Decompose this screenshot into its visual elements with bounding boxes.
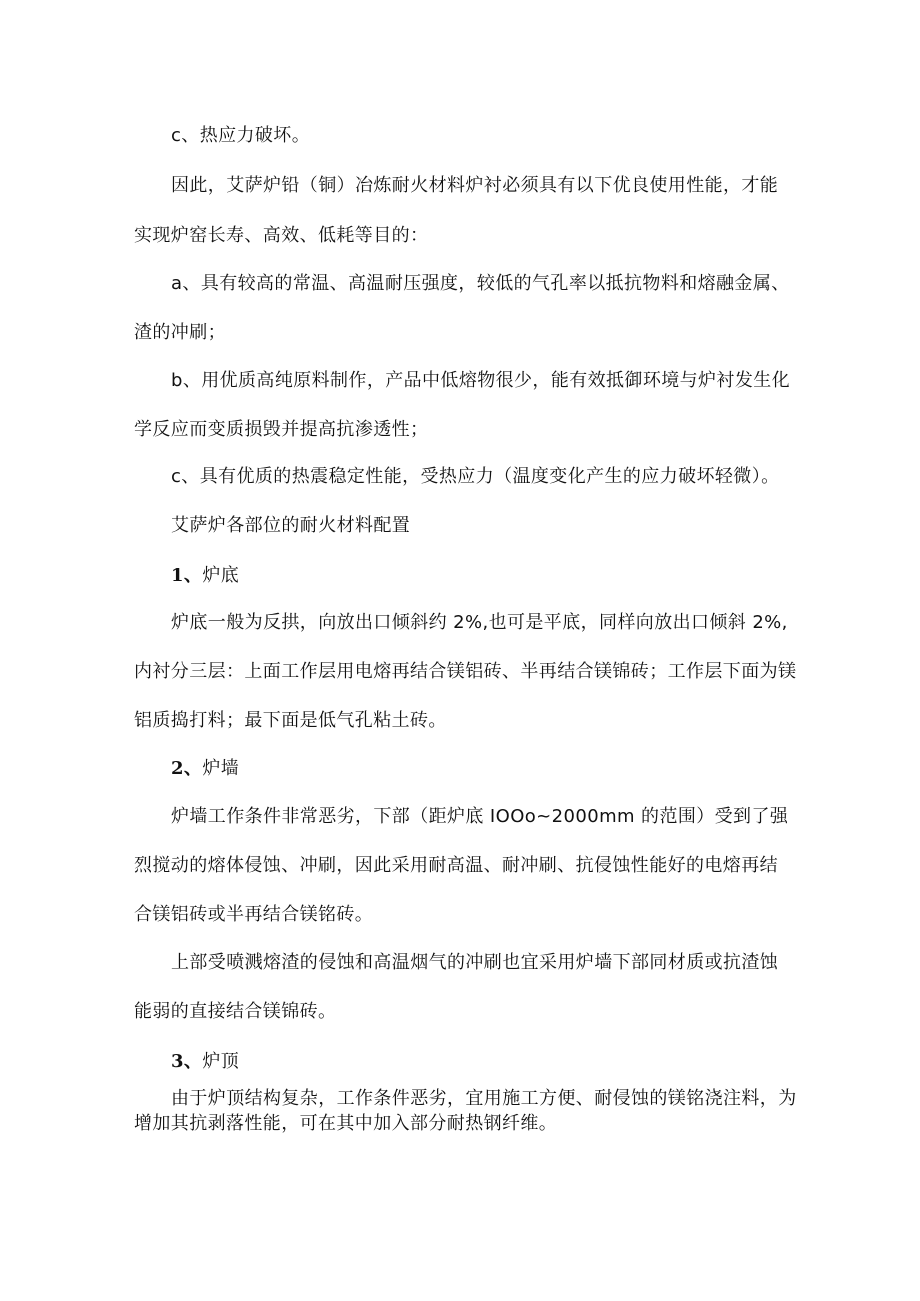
paragraph-line: c、具有优质的热震稳定性能，受热应力（温度变化产生的应力破坏轻微）。 [171,466,780,487]
paragraph-line: 烈搅动的熔体侵蚀、冲刷，因此采用耐高温、耐冲刷、抗侵蚀性能好的电熔再结 [134,855,778,876]
heading-text: 炉墙 [202,758,240,779]
heading-number: 3、 [171,1051,203,1072]
heading-floor [171,564,239,588]
paragraph-line: 炉墙工作条件非常恶劣，下部（距炉底 IOOo~2000mm 的范围）受到了强 [171,806,789,827]
paragraph-line: a、具有较高的常温、高温耐压强度，较低的气孔率以抵抗物料和熔融金属、 [171,273,790,294]
paragraph-line: 由于炉顶结构复杂，工作条件恶劣，宜用施工方便、耐侵蚀的镁铭浇注料，为 [171,1088,797,1109]
paragraph-line: 能弱的直接结合镁锦砖。 [134,1001,337,1022]
paragraph-line: 上部受喷溅熔渣的侵蚀和高温烟气的冲刷也宜采用炉墙下部同材质或抗渣蚀 [171,952,779,973]
heading-text: 炉顶 [202,1051,240,1072]
section-title: 艾萨炉各部位的耐火材料配置 [171,515,411,536]
paragraph-line: b、用优质高纯原料制作，产品中低熔物很少，能有效抵御环境与炉衬发生化 [171,370,791,391]
heading-number: 2、 [171,758,203,779]
heading-wall [171,757,239,781]
heading-roof [171,1050,239,1074]
heading-text: 炉底 [202,565,240,586]
paragraph-line: 内衬分三层：上面工作层用电熔再结合镁铝砖、半再结合镁锦砖；工作层下面为镁 [134,661,797,682]
paragraph-line: 实现炉窑长寿、高效、低耗等目的： [134,225,429,246]
paragraph-line: 铝质捣打料；最下面是低气孔粘土砖。 [134,710,447,731]
paragraph-line: 因此，艾萨炉铅（铜）冶炼耐火材料炉衬必须具有以下优良使用性能，才能 [171,175,779,196]
heading-number: 1、 [171,565,203,586]
paragraph-line: 渣的冲刷； [134,322,226,343]
paragraph-line: 增加其抗剥落性能，可在其中加入部分耐热钢纤维。 [134,1113,558,1134]
paragraph-line: 合镁铝砖或半再结合镁铭砖。 [134,904,374,925]
paragraph-line: 学反应而变质损毁并提高抗渗透性； [134,419,429,440]
paragraph-line: c、热应力破坏。 [171,125,311,146]
paragraph-line: 炉底一般为反拱，向放出口倾斜约 2%,也可是平底，同样向放出口倾斜 2%, [171,612,788,633]
